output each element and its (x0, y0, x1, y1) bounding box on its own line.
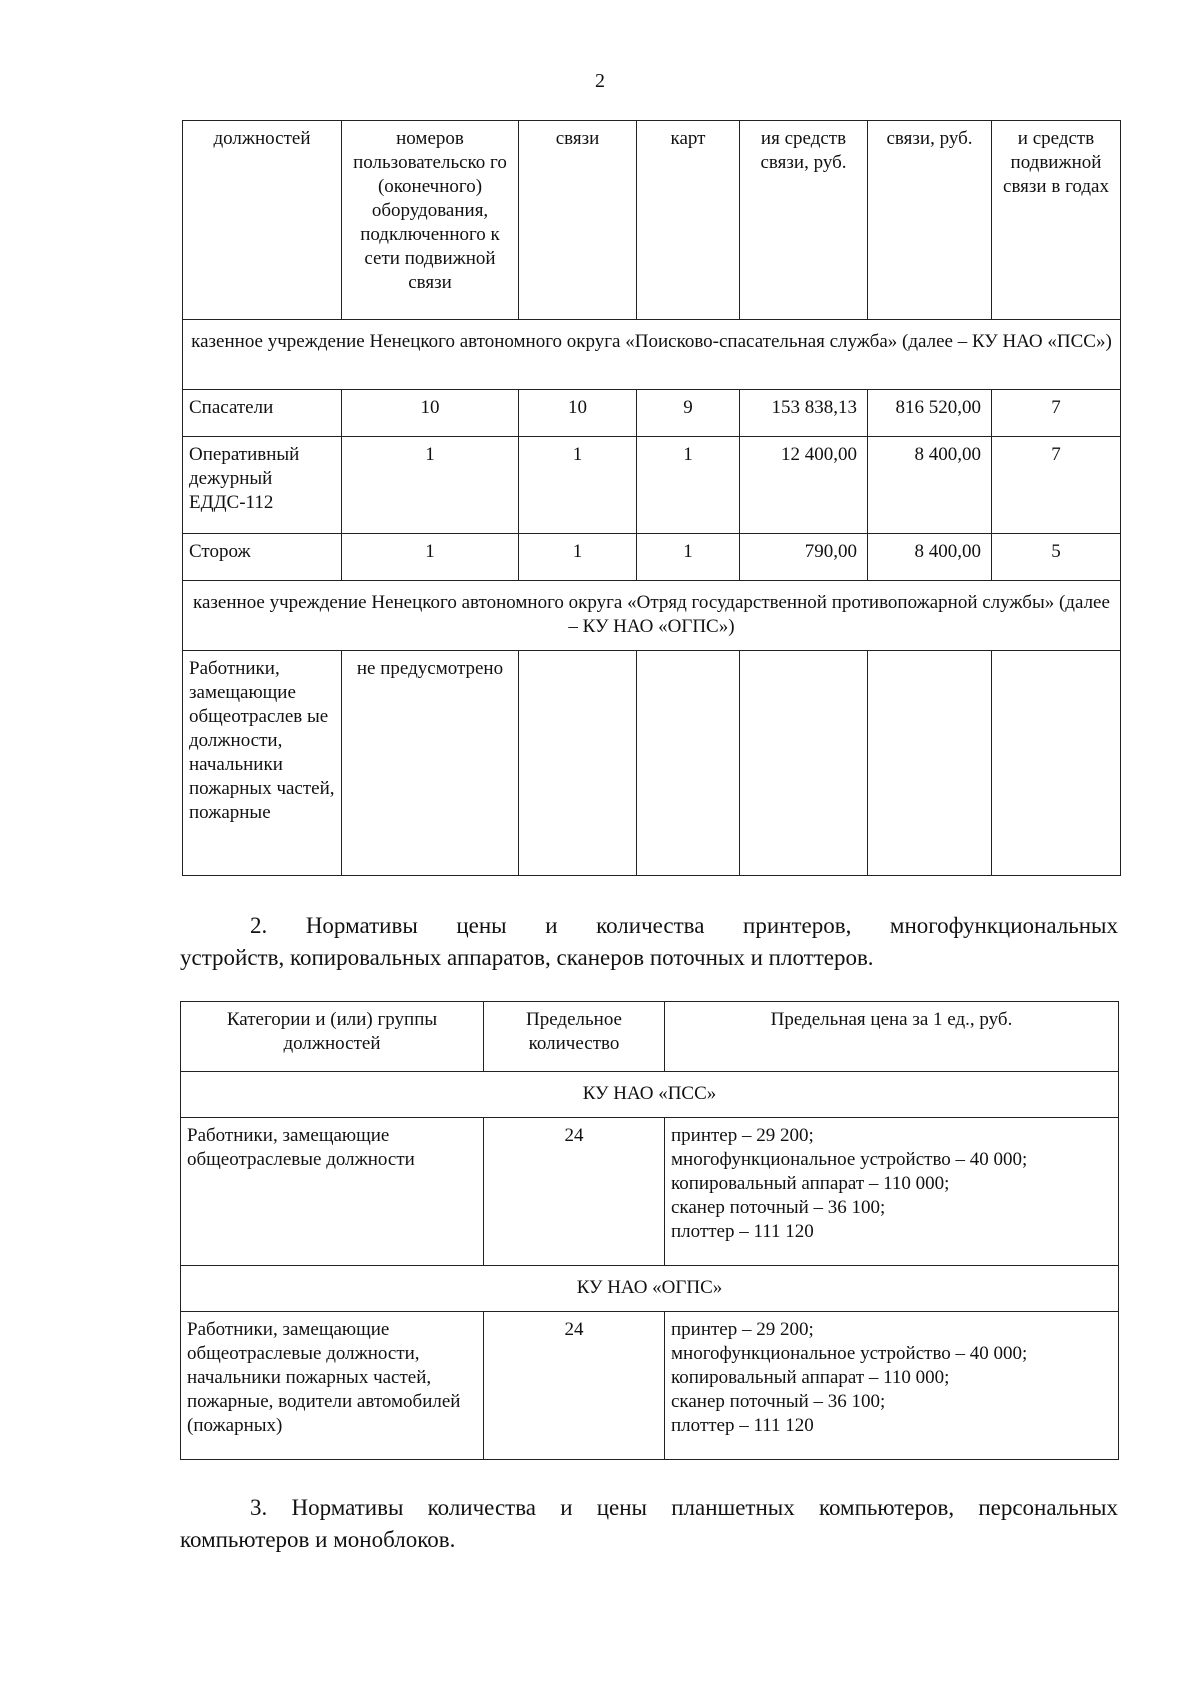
price-line: копировальный аппарат – 110 000; (671, 1173, 950, 1194)
value-cell: 790,00 (740, 534, 868, 581)
table-row (183, 437, 1121, 534)
price-line: принтер – 29 200; (671, 1125, 814, 1146)
table-header-row (181, 1002, 1119, 1072)
section-row (181, 1072, 1119, 1118)
quantity-cell: 24 (484, 1312, 665, 1460)
section-row (183, 320, 1121, 390)
empty-cell (740, 651, 868, 876)
paragraph-2-line-2: устройств, копировальных аппаратов, сканеров поточных и плоттеров. (180, 945, 874, 970)
value-cell: 1 (519, 534, 637, 581)
section-title: казенное учреждение Ненецкого автономного округа «Поисково-спасательная служба» (далее – КУ НАО «ПСС») (183, 320, 1121, 390)
mobile-communication-table (182, 120, 1121, 876)
header-cell: карт (637, 121, 740, 320)
page-number: 2 (595, 70, 605, 92)
quantity-cell: 24 (484, 1118, 665, 1266)
value-cell: 7 (992, 437, 1121, 534)
value-cell: 1 (519, 437, 637, 534)
value-cell: 816 520,00 (868, 390, 992, 437)
price-line: сканер поточный – 36 100; (671, 1391, 886, 1412)
value-cell: 10 (342, 390, 519, 437)
header-cell: Предельное количество (484, 1002, 665, 1072)
position-cell: Сторож (183, 534, 342, 581)
header-cell: и средств подвижной связи в годах (992, 121, 1121, 320)
price-line: сканер поточный – 36 100; (671, 1197, 886, 1218)
value-cell: не предусмотрено (342, 651, 519, 876)
header-cell: Категории и (или) группы должностей (181, 1002, 484, 1072)
table-row (181, 1312, 1119, 1460)
value-cell: 12 400,00 (740, 437, 868, 534)
value-cell: 153 838,13 (740, 390, 868, 437)
paragraph-3-line-2: компьютеров и моноблоков. (180, 1527, 456, 1552)
table-row (181, 1118, 1119, 1266)
value-cell: 7 (992, 390, 1121, 437)
header-cell: номеров пользовательско го (оконечного) оборудования, подключенного к сети подвижной связи (342, 121, 519, 320)
section-title: КУ НАО «ОГПС» (181, 1266, 1119, 1312)
value-cell: 10 (519, 390, 637, 437)
empty-cell (868, 651, 992, 876)
price-line: многофункциональное устройство – 40 000; (671, 1149, 1028, 1170)
value-cell: 1 (342, 437, 519, 534)
section-title: казенное учреждение Ненецкого автономного округа «Отряд государственной противопожарной службы» (далее – КУ НАО «ОГПС») (183, 581, 1121, 651)
paragraph-3 (180, 1492, 1118, 1556)
value-cell: 1 (342, 534, 519, 581)
table-row (183, 651, 1121, 876)
empty-cell (992, 651, 1121, 876)
header-cell: связи, руб. (868, 121, 992, 320)
paragraph-2-line-1: 2. Нормативы цены и количества принтеров, многофункциональных (250, 913, 1118, 938)
value-cell: 8 400,00 (868, 437, 992, 534)
value-cell: 1 (637, 437, 740, 534)
header-cell: Предельная цена за 1 ед., руб. (665, 1002, 1119, 1072)
printers-table (180, 1001, 1119, 1460)
header-cell: должностей (183, 121, 342, 320)
price-cell (665, 1118, 1119, 1266)
header-cell: ия средств связи, руб. (740, 121, 868, 320)
table-row (183, 390, 1121, 437)
table-header-row (183, 121, 1121, 320)
position-cell: Работники, замещающие общеотраслевые должности, начальники пожарных частей, пожарные, водители автомобилей (пожарных) (181, 1312, 484, 1460)
position-cell: Спасатели (183, 390, 342, 437)
table-row (183, 534, 1121, 581)
price-line: принтер – 29 200; (671, 1319, 814, 1340)
paragraph-3-line-1: 3. Нормативы количества и цены планшетных компьютеров, персональных (250, 1495, 1118, 1520)
price-line: плоттер – 111 120 (671, 1221, 814, 1242)
section-row (181, 1266, 1119, 1312)
header-cell: связи (519, 121, 637, 320)
position-cell: Оперативный дежурный ЕДДС-112 (183, 437, 342, 534)
paragraph-2 (180, 910, 1118, 974)
price-cell (665, 1312, 1119, 1460)
value-cell: 1 (637, 534, 740, 581)
position-cell: Работники, замещающие общеотраслевые должности (181, 1118, 484, 1266)
empty-cell (519, 651, 637, 876)
section-row (183, 581, 1121, 651)
price-line: плоттер – 111 120 (671, 1415, 814, 1436)
value-cell: 8 400,00 (868, 534, 992, 581)
position-cell: Работники, замещающие общеотраслев ые должности, начальники пожарных частей, пожарные (183, 651, 342, 876)
price-line: копировальный аппарат – 110 000; (671, 1367, 950, 1388)
price-line: многофункциональное устройство – 40 000; (671, 1343, 1028, 1364)
empty-cell (637, 651, 740, 876)
section-title: КУ НАО «ПСС» (181, 1072, 1119, 1118)
value-cell: 5 (992, 534, 1121, 581)
value-cell: 9 (637, 390, 740, 437)
